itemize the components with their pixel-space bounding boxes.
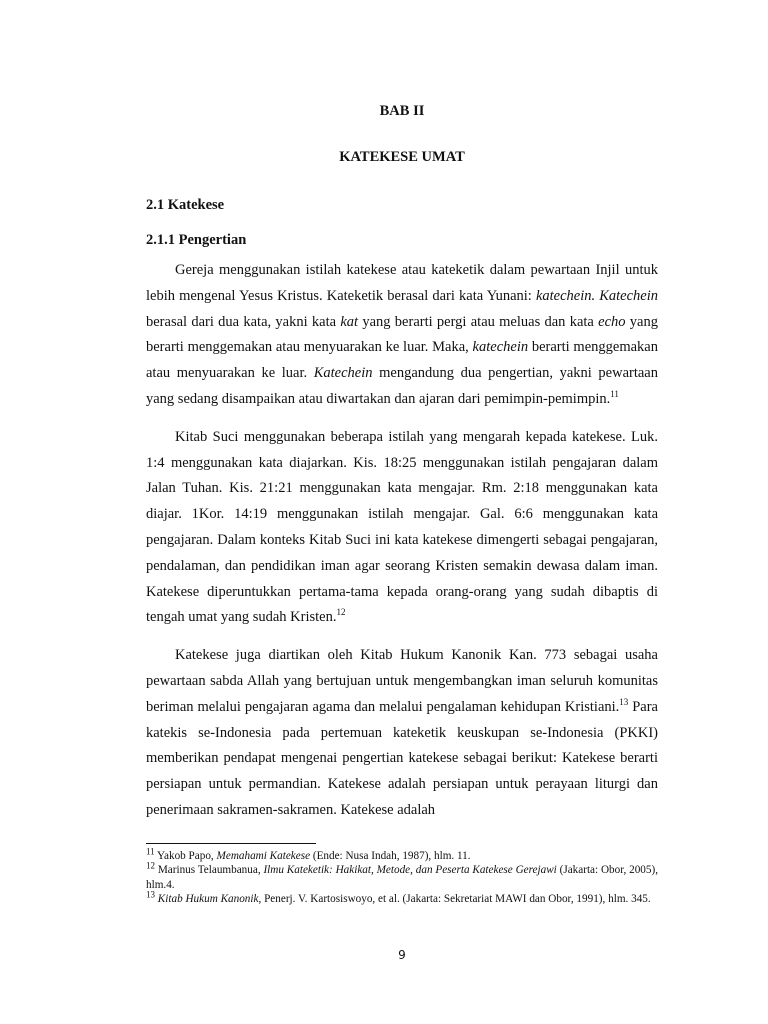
- body-text: [146, 258, 658, 836]
- footnote: [146, 889, 658, 906]
- footnote-ref: 13: [146, 889, 155, 900]
- footnote-italic-text: Ilmu Kateketik: Hakikat, Metode, dan Peserta Katekese Gerejawi: [263, 864, 557, 877]
- paragraph-italic-text: katechein. Katechein: [535, 287, 659, 304]
- paragraph-italic-text: kat: [340, 313, 359, 330]
- section-heading: 2.1 Katekese: [146, 197, 225, 213]
- footnote-ref: 12: [146, 860, 155, 871]
- paragraph-text: yang berarti menggemakan atau menyuarakan ke luar. Maka,: [146, 313, 658, 356]
- paragraph-text: berasal dari dua kata, yakni kata: [146, 313, 341, 330]
- paragraph-italic-text: Katechein: [313, 365, 373, 382]
- footnote-divider: [146, 843, 316, 844]
- footnote-ref: 13: [619, 696, 629, 707]
- paragraph-text: mengandung dua pengertian, yakni pewartaan yang sedang disampaikan atau diwartakan dan ajaran dari pemimpin-pemimpin.: [146, 365, 658, 407]
- paragraph: [146, 643, 658, 824]
- paragraph: [146, 258, 658, 413]
- footnote-text: Marinus Telaumbanua,: [155, 864, 264, 877]
- paragraph-text: yang berarti pergi atau meluas dan kata: [358, 313, 599, 330]
- footnote-ref: 11: [146, 846, 155, 857]
- paragraph-text: Para katekis se-Indonesia pada pertemuan kateketik keuskupan se-Indonesia (PKKI) memberikan pendapat mengenai pengertian katekese sebagai berikut: Katekese berarti persiapan untuk permandian. Katekese adalah persiapan untuk perayaan liturgi dan penerimaan sakramen-sakramen. Katekese adalah: [146, 698, 658, 818]
- paragraph-italic-text: echo: [598, 313, 626, 330]
- chapter-title: KATEKESE UMAT: [339, 149, 465, 165]
- footnote-text: (Jakarta: Obor, 2005), hlm.4.: [146, 864, 659, 891]
- footnote-text: (Ende: Nusa Indah, 1987), hlm. 11.: [310, 850, 471, 862]
- paragraph-text: Gereja menggunakan istilah katekese atau kateketik dalam pewartaan Injil untuk lebih mengenal Yesus Kristus. Kateketik berasal dari kata Yunani:: [146, 262, 658, 304]
- paragraph: [146, 425, 658, 631]
- paragraph-text: berarti menggemakan atau menyuarakan ke luar.: [146, 339, 658, 382]
- footnote-italic-text: Kitab Hukum Kanonik: [157, 893, 259, 906]
- subsection-heading: 2.1.1 Pengertian: [146, 232, 247, 248]
- footnote-ref: 12: [336, 607, 346, 618]
- footnote-text: , Penerj. V. Kartosiswoyo, et al. (Jakarta: Sekretariat MAWI dan Obor, 1991), hlm. 345.: [258, 893, 651, 906]
- footnotes: [146, 846, 659, 907]
- chapter-label: BAB II: [379, 103, 425, 119]
- footnote-text: Yakob Papo,: [154, 850, 217, 862]
- footnote-ref: 11: [610, 389, 619, 400]
- footnote-italic-text: Memahami Katekese: [216, 850, 311, 862]
- paragraph-text: Katekese juga diartikan oleh Kitab Hukum Kanonik Kan. 773 sebagai usaha pewartaan sabda Allah yang bertujuan untuk mengembangkan iman seluruh komunitas beriman melalui pengajaran agama dan melalui pengalaman kehidupan Kristiani.: [146, 647, 658, 715]
- page-number: 9: [398, 948, 406, 962]
- footnote: [146, 860, 659, 892]
- footnote: [146, 846, 658, 863]
- paragraph-italic-text: katechein: [472, 339, 529, 356]
- paragraph-text: Kitab Suci menggunakan beberapa istilah yang mengarah kepada katekese. Luk. 1:4 menggunakan kata diajarkan. Kis. 18:25 menggunakan istilah pengajaran dalam Jalan Tuhan. Kis. 21:21 menggunakan kata mengajar. Rm. 2:18 menggunakan kata diajar. 1Kor. 14:19 menggunakan istilah mengajar. Gal. 6:6 menggunakan kata pengajaran. Dalam konteks Kitab Suci ini kata katekese dimengerti sebagai pengajaran, pendalaman, dan pendidikan iman agar seorang Kristen semakin dewasa dalam iman. Katekese diperuntukkan pertama-tama kepada orang-orang yang sudah dibaptis di tengah umat yang sudah Kristen.: [146, 428, 658, 626]
